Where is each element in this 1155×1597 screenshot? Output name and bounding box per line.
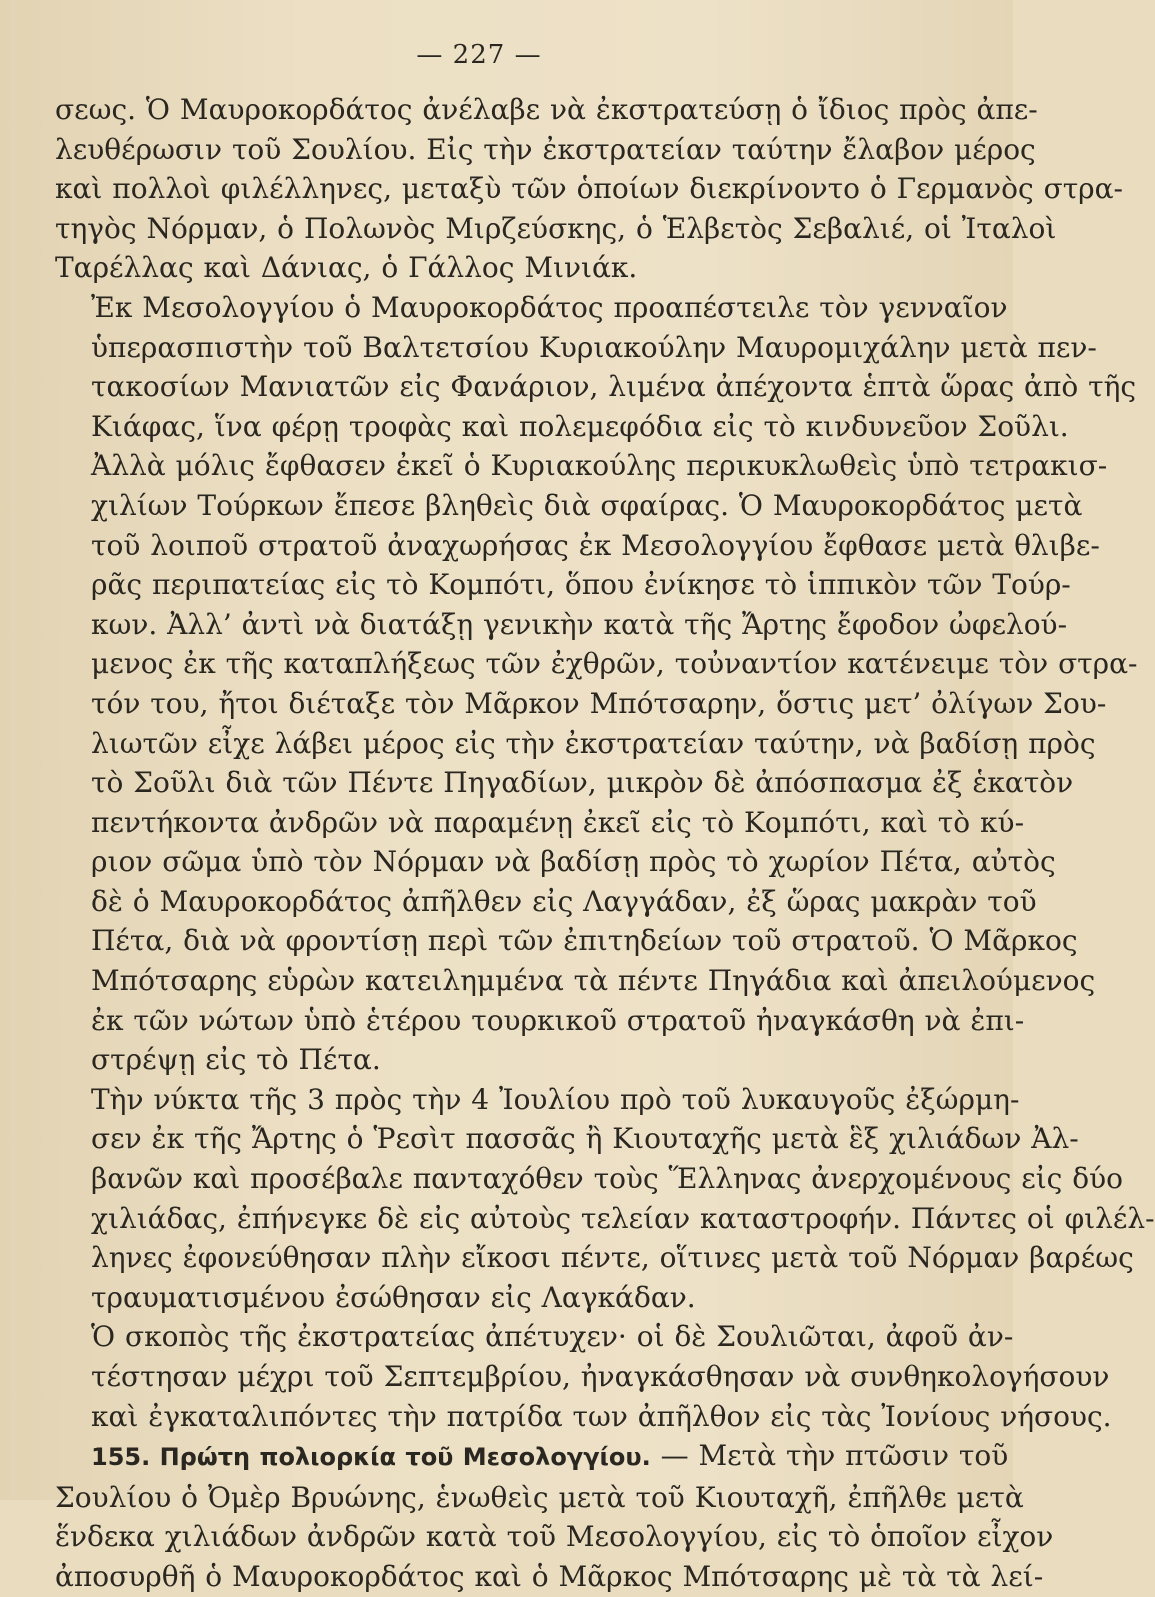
section-first-line	[55, 1436, 1009, 1478]
text-line: χιλιάδας, ἐπήνεγκε δὲ εἰς αὐτοὺς τελείαν καταστροφήν. Πάντες οἱ φιλέλ-	[91, 1201, 1155, 1235]
text-line: ρᾶς περιπατείας εἰς τὸ Κομπότι, ὅπου ἐνίκησε τὸ ἱππικὸν τῶν Τούρ-	[91, 568, 1071, 602]
text-line: πεντήκοντα ἀνδρῶν νὰ παραμένῃ ἐκεῖ εἰς τὸ Κομπότι, καὶ τὸ κύ-	[91, 805, 1025, 839]
text-line: Ἀλλὰ μόλις ἔφθασεν ἐκεῖ ὁ Κυριακούλης περικυκλωθεὶς ὑπὸ τετρακισ-	[91, 449, 1108, 483]
text-line: Σουλίου ὁ Ὀμὲρ Βρυώνης, ἑνωθεὶς μετὰ τοῦ Κιουταχῆ, ἐπῆλθε μετὰ	[55, 1480, 1024, 1514]
text-line: στρέψῃ εἰς τὸ Πέτα.	[91, 1043, 381, 1077]
paragraph	[55, 1080, 1155, 1318]
text-line: τακοσίων Μανιατῶν εἰς Φανάριον, λιμένα ἀπέχοντα ἑπτὰ ὥρας ἀπὸ τῆς	[91, 370, 1137, 404]
text-line: ληνες ἐφονεύθησαν πλὴν εἴκοσι πέντε, οἵτινες μετὰ τοῦ Νόρμαν βαρέως	[91, 1241, 1134, 1275]
text-line: καὶ πολλοὶ φιλέλληνες, μεταξὺ τῶν ὁποίων διεκρίνοντο ὁ Γερμανὸς στρα-	[55, 172, 1124, 206]
text-line: Τὴν νύκτα τῆς 3 πρὸς τὴν 4 Ἰουλίου πρὸ τοῦ λυκαυγοῦς ἐξώρμη-	[91, 1082, 1020, 1116]
text-line: καὶ ἐγκαταλιπόντες τὴν πατρίδα των ἀπῆλθον εἰς τὰς Ἰονίους νήσους.	[91, 1399, 1112, 1433]
section-first-line-rest: — Μετὰ τὴν πτῶσιν τοῦ	[650, 1439, 1009, 1473]
paragraph	[55, 90, 1124, 288]
text-line: Ταρέλλας καὶ Δάνιας, ὁ Γάλλος Μινιάκ.	[55, 251, 638, 285]
text-line: τοῦ λοιποῦ στρατοῦ ἀναχωρήσας ἐκ Μεσολογγίου ἔφθασε μετὰ θλιβε-	[91, 528, 1100, 562]
text-line: Πέτα, διὰ νὰ φροντίσῃ περὶ τῶν ἐπιτηδείων τοῦ στρατοῦ. Ὁ Μᾶρκος	[91, 924, 1078, 958]
text-line: χιλίων Τούρκων ἔπεσε βληθεὶς διὰ σφαίρας. Ὁ Μαυροκορδάτος μετὰ	[91, 488, 1083, 522]
text-line: τέστησαν μέχρι τοῦ Σεπτεμβρίου, ἠναγκάσθησαν νὰ συνθηκολογήσουν	[91, 1360, 1110, 1393]
text-line: κων. Ἀλλ’ ἀντὶ νὰ διατάξῃ γενικὴν κατὰ τῆς Ἄρτης ἔφοδον ὠφελού-	[91, 607, 1068, 641]
section-heading: 155. Πρώτη πολιορκία τοῦ Μεσολογγίου.	[91, 1443, 651, 1472]
text-line: τὸ Σοῦλι διὰ τῶν Πέντε Πηγαδίων, μικρὸν δὲ ἀπόσπασμα ἐξ ἑκατὸν	[91, 766, 1074, 800]
text-line: τραυματισμένου ἐσώθησαν εἰς Λαγκάδαν.	[91, 1280, 696, 1314]
text-line: λευθέρωσιν τοῦ Σουλίου. Εἰς τὴν ἐκστρατείαν ταύτην ἔλαβον μέρος	[55, 132, 1036, 166]
text-line: σεν ἐκ τῆς Ἄρτης ὁ Ῥεσὶτ πασσᾶς ἢ Κιουταχῆς μετὰ ἓξ χιλιάδων Ἀλ-	[91, 1122, 1079, 1156]
text-line: ἕνδεκα χιλιάδων ἀνδρῶν κατὰ τοῦ Μεσολογγίου, εἰς τὸ ὁποῖον εἶχον	[55, 1520, 1054, 1554]
text-line: Ἐκ Μεσολογγίου ὁ Μαυροκορδάτος προαπέστειλε τὸν γενναῖον	[91, 290, 1008, 324]
text-line: μενος ἐκ τῆς καταπλήξεως τῶν ἐχθρῶν, τοὐναντίον κατένειμε τὸν στρα-	[91, 647, 1138, 681]
paragraph	[55, 1317, 1112, 1436]
text-line: λιωτῶν εἶχε λάβει μέρος εἰς τὴν ἐκστρατείαν ταύτην, νὰ βαδίσῃ πρὸς	[91, 726, 1096, 760]
section-lines	[55, 1478, 1054, 1597]
page-number: — 227 —	[416, 40, 542, 70]
text-line: σεως. Ὁ Μαυροκορδάτος ἀνέλαβε νὰ ἐκστρατεύσῃ ὁ ἴδιος πρὸς ἀπε-	[55, 93, 1038, 126]
paragraph	[55, 288, 1138, 1080]
text-line: τηγὸς Νόρμαν, ὁ Πολωνὸς Μιρζεύσκης, ὁ Ἑλβετὸς Σεβαλιέ, οἱ Ἰταλοὶ	[55, 211, 1057, 245]
text-line: δὲ ὁ Μαυροκορδάτος ἀπῆλθεν εἰς Λαγγάδαν, ἐξ ὥρας μακρὰν τοῦ	[91, 884, 1037, 918]
text-line: ἐκ τῶν νώτων ὑπὸ ἑτέρου τουρκικοῦ στρατοῦ ἠναγκάσθη νὰ ἐπι-	[91, 1003, 1025, 1037]
text-line: ὑπερασπιστὴν τοῦ Βαλτετσίου Κυριακούλην Μαυρομιχάλην μετὰ πεν-	[91, 330, 1097, 364]
text-line: ριον σῶμα ὑπὸ τὸν Νόρμαν νὰ βαδίσῃ πρὸς τὸ χωρίον Πέτα, αὐτὸς	[91, 845, 1056, 879]
text-line: Κιάφας, ἵνα φέρῃ τροφὰς καὶ πολεμεφόδια εἰς τὸ κινδυνεῦον Σοῦλι.	[91, 409, 1069, 443]
text-line: τόν του, ἤτοι διέταξε τὸν Μᾶρκον Μπότσαρην, ὅστις μετ’ ὀλίγων Σου-	[91, 686, 1107, 720]
text-line: Μπότσαρης εὑρὼν κατειλημμένα τὰ πέντε Πηγάδια καὶ ἀπειλούμενος	[91, 964, 1096, 998]
section-155	[55, 1436, 1054, 1596]
text-line: ἀποσυρθῆ ὁ Μαυροκορδάτος καὶ ὁ Μᾶρκος Μπότσαρης μὲ τὰ τὰ λεί-	[55, 1559, 1044, 1593]
body-text	[55, 90, 1155, 1436]
text-line: Ὁ σκοπὸς τῆς ἐκστρατείας ἀπέτυχεν· οἱ δὲ Σουλιῶται, ἀφοῦ ἀν-	[91, 1320, 1014, 1354]
text-line: βανῶν καὶ προσέβαλε πανταχόθεν τοὺς Ἕλληνας ἀνερχομένους εἰς δύο	[91, 1162, 1123, 1196]
